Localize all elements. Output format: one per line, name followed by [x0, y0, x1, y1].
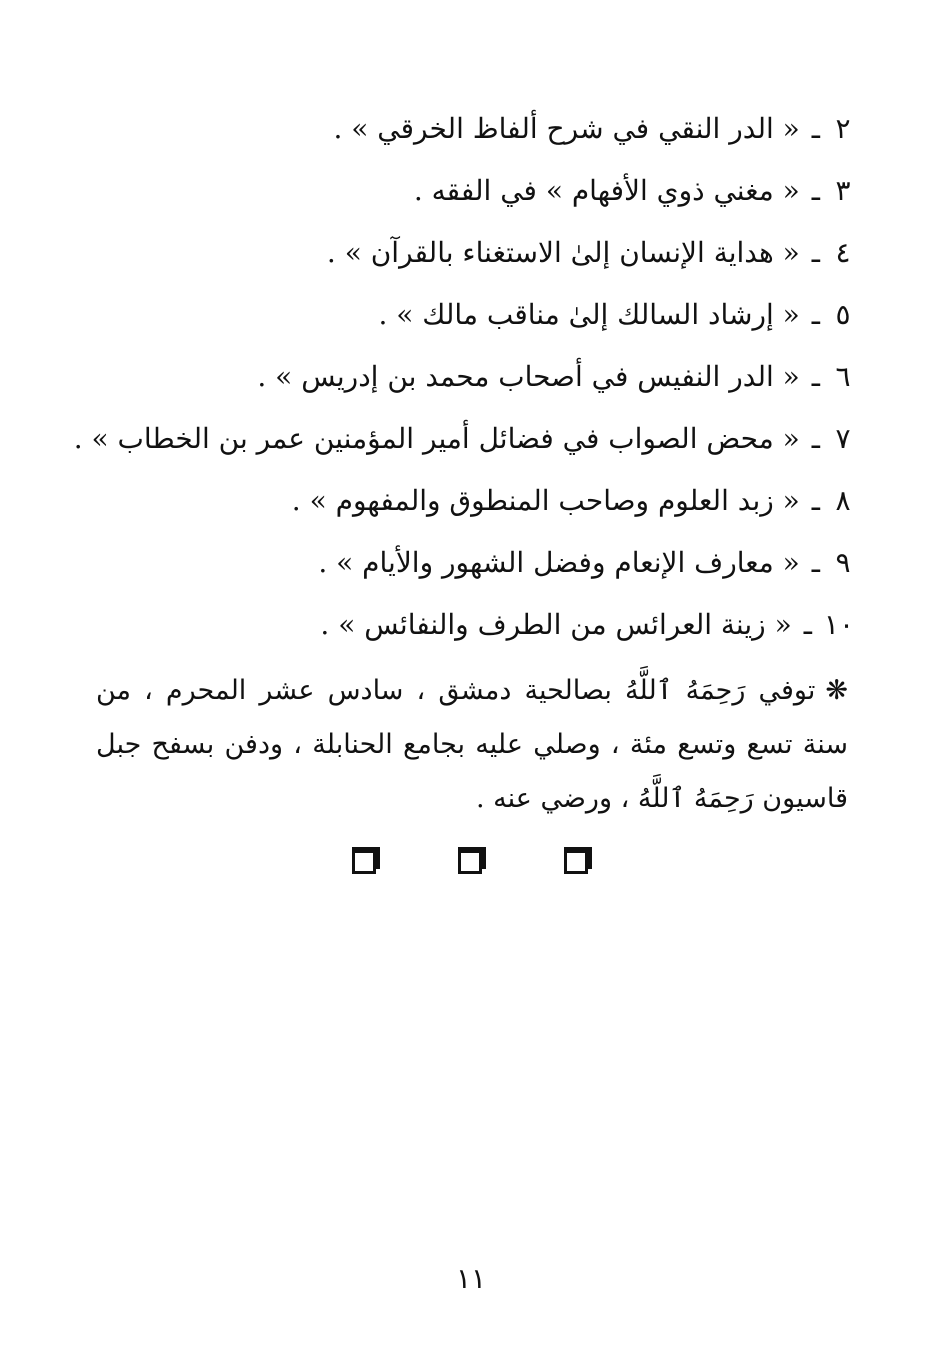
item-dash: ـ — [811, 112, 820, 145]
item-number: ٩ — [835, 546, 851, 579]
list-item — [73, 408, 854, 470]
list-item — [94, 532, 854, 594]
item-dash: ـ — [811, 360, 820, 393]
item-dash: ـ — [811, 298, 820, 331]
item-title: « إرشاد السالك إلىٰ مناقب مالك » . — [378, 298, 800, 331]
item-number: ٢ — [835, 112, 851, 145]
item-number: ١٠ — [823, 608, 854, 641]
death-note-text: توفي رَحِمَهُ ٱللَّهُ بصالحية دمشق ، سادس عشر المحرم ، من سنة تسع وتسع مئة ، وصلي عليه بجامع الحنابلة ، ودفن بسفح جبل قاسيون رَحِمَهُ ٱللَّهُ ، ورضي عنه . — [96, 675, 848, 814]
list-item — [94, 470, 854, 532]
box-ornament-icon — [352, 850, 376, 874]
item-number: ٨ — [835, 484, 851, 517]
box-ornament-icon — [458, 850, 482, 874]
list-item — [94, 222, 854, 284]
item-title: « محض الصواب في فضائل أمير المؤمنين عمر بن الخطاب » . — [73, 422, 800, 455]
page-number: ١١ — [455, 1262, 487, 1295]
item-dash: ـ — [811, 546, 820, 579]
item-number: ٣ — [835, 174, 851, 207]
works-list — [73, 98, 854, 656]
item-dash: ـ — [811, 174, 820, 207]
item-dash: ـ — [811, 422, 820, 455]
list-item — [94, 346, 854, 408]
section-divider — [352, 850, 588, 878]
item-dash: ـ — [811, 484, 820, 517]
death-note — [96, 664, 848, 826]
list-item — [94, 284, 854, 346]
item-title: « معارف الإنعام وفضل الشهور والأيام » . — [318, 546, 800, 579]
item-number: ٤ — [835, 236, 851, 269]
item-title: « مغني ذوي الأفهام » في الفقه . — [413, 174, 800, 207]
list-item — [94, 594, 854, 656]
item-number: ٦ — [835, 360, 851, 393]
list-item — [94, 160, 854, 222]
asterisk-marker: ❋ — [825, 675, 848, 706]
list-item — [94, 98, 854, 160]
item-title: « هداية الإنسان إلىٰ الاستغناء بالقرآن » . — [326, 236, 800, 269]
item-number: ٧ — [835, 422, 851, 455]
item-title: « زبد العلوم وصاحب المنطوق والمفهوم » . — [291, 484, 800, 517]
item-dash: ـ — [811, 236, 820, 269]
box-ornament-icon — [564, 850, 588, 874]
item-dash: ـ — [803, 608, 812, 641]
item-number: ٥ — [835, 298, 851, 331]
item-title: « زينة العرائس من الطرف والنفائس » . — [320, 608, 792, 641]
item-title: « الدر النقي في شرح ألفاظ الخرقي » . — [333, 112, 800, 145]
item-title: « الدر النفيس في أصحاب محمد بن إدريس » . — [257, 360, 800, 393]
